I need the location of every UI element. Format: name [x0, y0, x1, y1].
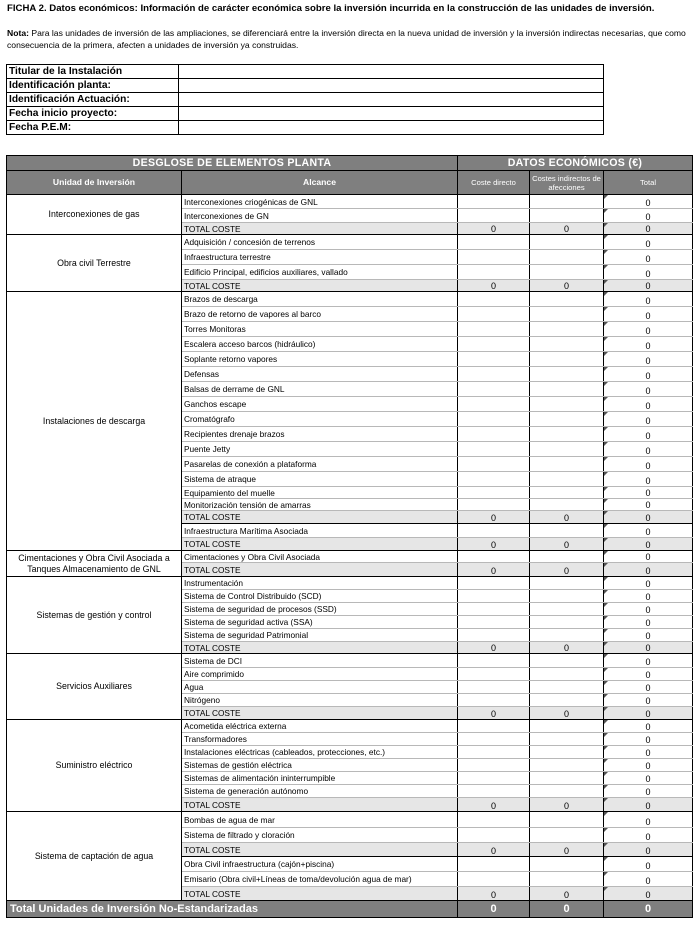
total-cell: 0: [604, 733, 693, 746]
costes-indirectos-cell[interactable]: [530, 629, 604, 642]
coste-directo-cell[interactable]: [458, 772, 530, 785]
total-cell: 0: [604, 412, 693, 427]
total-cell: 0: [604, 654, 693, 668]
investment-unit-label: Suministro eléctrico: [7, 720, 182, 812]
coste-directo-cell[interactable]: [458, 828, 530, 843]
coste-directo-cell: 0: [458, 798, 530, 812]
coste-directo-cell[interactable]: [458, 412, 530, 427]
investment-unit-label: Instalaciones de descarga: [7, 292, 182, 551]
coste-directo-cell[interactable]: [458, 352, 530, 367]
alcance-cell: TOTAL COSTE: [182, 223, 458, 235]
col-header-costes-indirectos: Costes indirectos de afecciones: [530, 171, 604, 195]
costes-indirectos-cell[interactable]: [530, 590, 604, 603]
coste-directo-cell: 0: [458, 511, 530, 524]
info-row: [7, 107, 604, 121]
total-cell: 0: [604, 524, 693, 538]
costes-indirectos-cell[interactable]: [530, 828, 604, 843]
header-desglose: DESGLOSE DE ELEMENTOS PLANTA: [7, 156, 458, 171]
alcance-cell: TOTAL COSTE: [182, 511, 458, 524]
alcance-cell: Edificio Principal, edificios auxiliares, vallado: [182, 265, 458, 280]
coste-directo-cell[interactable]: [458, 759, 530, 772]
form-title-word: Datos económicos:: [49, 3, 138, 14]
coste-directo-cell[interactable]: [458, 590, 530, 603]
alcance-cell: Defensas: [182, 367, 458, 382]
coste-directo-cell[interactable]: [458, 457, 530, 472]
coste-directo-cell[interactable]: [458, 487, 530, 499]
costes-indirectos-cell[interactable]: [530, 654, 604, 668]
coste-directo-cell[interactable]: [458, 681, 530, 694]
investment-unit-label: Sistema de captación de agua: [7, 812, 182, 901]
investment-unit-label: Sistemas de gestión y control: [7, 577, 182, 654]
total-cell: 0: [604, 195, 693, 209]
grand-total-indirecto: 0: [530, 901, 604, 918]
coste-directo-cell: 0: [458, 223, 530, 235]
costes-indirectos-cell: 0: [530, 887, 604, 901]
costes-indirectos-cell[interactable]: [530, 577, 604, 590]
grand-total-label: Total Unidades de Inversión No-Estandarizadas: [7, 901, 458, 918]
alcance-cell: Sistemas de gestión eléctrica: [182, 759, 458, 772]
coste-directo-cell[interactable]: [458, 235, 530, 250]
table-row: [7, 235, 693, 250]
total-cell: 0: [604, 292, 693, 307]
info-label: Titular de la Instalación: [7, 65, 179, 79]
coste-directo-cell[interactable]: [458, 307, 530, 322]
alcance-cell: Nitrógeno: [182, 694, 458, 707]
coste-directo-cell[interactable]: [458, 397, 530, 412]
info-row: [7, 65, 604, 79]
alcance-cell: Ganchos escape: [182, 397, 458, 412]
alcance-cell: TOTAL COSTE: [182, 563, 458, 577]
table-row: [7, 654, 693, 668]
total-cell: 0: [604, 427, 693, 442]
col-header-total: Total: [604, 171, 693, 195]
total-cell: 0: [604, 367, 693, 382]
alcance-cell: Soplante retorno vapores: [182, 352, 458, 367]
costes-indirectos-cell[interactable]: [530, 720, 604, 733]
costes-indirectos-cell: 0: [530, 511, 604, 524]
total-cell: 0: [604, 322, 693, 337]
table-row: [7, 551, 693, 563]
total-cell: 0: [604, 472, 693, 487]
costes-indirectos-cell[interactable]: [530, 524, 604, 538]
costes-indirectos-cell[interactable]: [530, 265, 604, 280]
coste-directo-cell[interactable]: [458, 551, 530, 563]
total-cell: 0: [604, 668, 693, 681]
coste-directo-cell[interactable]: [458, 524, 530, 538]
total-cell: 0: [604, 442, 693, 457]
total-cell: 0: [604, 382, 693, 397]
alcance-cell: Sistema de seguridad de procesos (SSD): [182, 603, 458, 616]
total-cell: 0: [604, 887, 693, 901]
info-label: Identificación planta:: [7, 79, 179, 93]
total-cell: 0: [604, 397, 693, 412]
costes-indirectos-cell[interactable]: [530, 209, 604, 223]
coste-directo-cell[interactable]: [458, 209, 530, 223]
costes-indirectos-cell[interactable]: [530, 616, 604, 629]
coste-directo-cell[interactable]: [458, 812, 530, 828]
note-paragraph: [7, 27, 697, 51]
coste-directo-cell[interactable]: [458, 337, 530, 352]
total-cell: 0: [604, 872, 693, 887]
total-cell: 0: [604, 563, 693, 577]
alcance-cell: Torres Monitoras: [182, 322, 458, 337]
alcance-cell: TOTAL COSTE: [182, 707, 458, 720]
alcance-cell: Infraestructura terrestre: [182, 250, 458, 265]
info-value-field[interactable]: [179, 107, 604, 121]
costes-indirectos-cell[interactable]: [530, 759, 604, 772]
costes-indirectos-cell[interactable]: [530, 694, 604, 707]
coste-directo-cell: 0: [458, 563, 530, 577]
alcance-cell: Sistema de generación autónomo: [182, 785, 458, 798]
costes-indirectos-cell[interactable]: [530, 668, 604, 681]
installation-info-table: [6, 64, 604, 135]
total-cell: 0: [604, 250, 693, 265]
grand-total-directo: 0: [458, 901, 530, 918]
alcance-cell: TOTAL COSTE: [182, 280, 458, 292]
form-title-prefix: FICHA 2.: [7, 3, 47, 14]
costes-indirectos-cell[interactable]: [530, 307, 604, 322]
costes-indirectos-cell[interactable]: [530, 382, 604, 397]
total-cell: 0: [604, 499, 693, 511]
alcance-cell: Instalaciones eléctricas (cableados, protecciones, etc.): [182, 746, 458, 759]
coste-directo-cell[interactable]: [458, 292, 530, 307]
investment-unit-label: Interconexiones de gas: [7, 195, 182, 235]
costes-indirectos-cell[interactable]: [530, 292, 604, 307]
coste-directo-cell[interactable]: [458, 872, 530, 887]
coste-directo-cell[interactable]: [458, 694, 530, 707]
coste-directo-cell: 0: [458, 843, 530, 857]
alcance-cell: Transformadores: [182, 733, 458, 746]
coste-directo-cell[interactable]: [458, 499, 530, 511]
costes-indirectos-cell[interactable]: [530, 397, 604, 412]
alcance-cell: Aire comprimido: [182, 668, 458, 681]
costes-indirectos-cell: 0: [530, 563, 604, 577]
costes-indirectos-cell: 0: [530, 223, 604, 235]
total-cell: 0: [604, 720, 693, 733]
coste-directo-cell[interactable]: [458, 603, 530, 616]
costes-indirectos-cell[interactable]: [530, 487, 604, 499]
form-title: [7, 3, 697, 15]
coste-directo-cell[interactable]: [458, 857, 530, 872]
coste-directo-cell[interactable]: [458, 577, 530, 590]
table-row: [7, 292, 693, 307]
info-row: [7, 121, 604, 135]
total-cell: 0: [604, 457, 693, 472]
alcance-cell: TOTAL COSTE: [182, 538, 458, 551]
alcance-cell: Interconexiones de GN: [182, 209, 458, 223]
costes-indirectos-cell: 0: [530, 642, 604, 654]
col-header-unidad: Unidad de Inversión: [7, 171, 182, 195]
coste-directo-cell[interactable]: [458, 616, 530, 629]
total-cell: 0: [604, 265, 693, 280]
alcance-cell: Acometida eléctrica externa: [182, 720, 458, 733]
alcance-cell: Escalera acceso barcos (hidráulico): [182, 337, 458, 352]
costes-indirectos-cell[interactable]: [530, 772, 604, 785]
coste-directo-cell[interactable]: [458, 668, 530, 681]
total-cell: 0: [604, 603, 693, 616]
table-row: [7, 195, 693, 209]
coste-directo-cell[interactable]: [458, 785, 530, 798]
total-cell: 0: [604, 707, 693, 720]
costes-indirectos-cell[interactable]: [530, 857, 604, 872]
costes-indirectos-cell[interactable]: [530, 603, 604, 616]
costes-indirectos-cell: 0: [530, 538, 604, 551]
costes-indirectos-cell[interactable]: [530, 322, 604, 337]
total-cell: 0: [604, 590, 693, 603]
info-value-field[interactable]: [179, 121, 604, 135]
total-cell: 0: [604, 681, 693, 694]
alcance-cell: Adquisición / concesión de terrenos: [182, 235, 458, 250]
coste-directo-cell[interactable]: [458, 195, 530, 209]
col-header-coste-directo: Coste directo: [458, 171, 530, 195]
costes-indirectos-cell[interactable]: [530, 427, 604, 442]
total-cell: 0: [604, 280, 693, 292]
alcance-cell: Sistemas de alimentación ininterrumpible: [182, 772, 458, 785]
table-row: [7, 812, 693, 828]
alcance-cell: Sistema de atraque: [182, 472, 458, 487]
costes-indirectos-cell[interactable]: [530, 746, 604, 759]
total-cell: 0: [604, 629, 693, 642]
alcance-cell: Sistema de seguridad activa (SSA): [182, 616, 458, 629]
coste-directo-cell[interactable]: [458, 733, 530, 746]
total-cell: 0: [604, 511, 693, 524]
total-cell: 0: [604, 235, 693, 250]
coste-directo-cell[interactable]: [458, 250, 530, 265]
info-value-field[interactable]: [179, 65, 604, 79]
table-row: [7, 577, 693, 590]
total-cell: 0: [604, 577, 693, 590]
costes-indirectos-cell: 0: [530, 707, 604, 720]
alcance-cell: Cimentaciones y Obra Civil Asociada: [182, 551, 458, 563]
col-header-alcance: Alcance: [182, 171, 458, 195]
alcance-cell: Sistema de seguridad Patrimonial: [182, 629, 458, 642]
grand-total-row: [7, 901, 693, 918]
alcance-cell: Instrumentación: [182, 577, 458, 590]
info-label: Fecha P.E.M:: [7, 121, 179, 135]
costes-indirectos-cell[interactable]: [530, 733, 604, 746]
costes-indirectos-cell[interactable]: [530, 681, 604, 694]
coste-directo-cell[interactable]: [458, 629, 530, 642]
alcance-cell: Sistema de DCI: [182, 654, 458, 668]
costes-indirectos-cell[interactable]: [530, 352, 604, 367]
grand-total-total: 0: [604, 901, 693, 918]
alcance-cell: Cromatógrafo: [182, 412, 458, 427]
total-cell: 0: [604, 209, 693, 223]
costes-indirectos-cell[interactable]: [530, 367, 604, 382]
coste-directo-cell[interactable]: [458, 265, 530, 280]
coste-directo-cell: 0: [458, 642, 530, 654]
total-cell: 0: [604, 487, 693, 499]
total-cell: 0: [604, 642, 693, 654]
total-cell: 0: [604, 785, 693, 798]
costes-indirectos-cell: 0: [530, 280, 604, 292]
costes-indirectos-cell[interactable]: [530, 872, 604, 887]
alcance-cell: Obra Civil infraestructura (cajón+piscina): [182, 857, 458, 872]
total-cell: 0: [604, 337, 693, 352]
coste-directo-cell[interactable]: [458, 720, 530, 733]
alcance-cell: TOTAL COSTE: [182, 887, 458, 901]
info-value-field[interactable]: [179, 93, 604, 107]
alcance-cell: TOTAL COSTE: [182, 798, 458, 812]
alcance-cell: TOTAL COSTE: [182, 642, 458, 654]
alcance-cell: Bombas de agua de mar: [182, 812, 458, 828]
alcance-cell: Emisario (Obra civil+Líneas de toma/devolución agua de mar): [182, 872, 458, 887]
coste-directo-cell: 0: [458, 538, 530, 551]
alcance-cell: Sistema de filtrado y cloración: [182, 828, 458, 843]
investment-unit-label: Servicios Auxiliares: [7, 654, 182, 720]
coste-directo-cell: 0: [458, 280, 530, 292]
alcance-cell: Sistema de Control Distribuido (SCD): [182, 590, 458, 603]
alcance-cell: TOTAL COSTE: [182, 843, 458, 857]
costes-indirectos-cell[interactable]: [530, 442, 604, 457]
coste-directo-cell: 0: [458, 887, 530, 901]
coste-directo-cell[interactable]: [458, 746, 530, 759]
total-cell: 0: [604, 772, 693, 785]
total-cell: 0: [604, 843, 693, 857]
total-cell: 0: [604, 223, 693, 235]
coste-directo-cell[interactable]: [458, 654, 530, 668]
costes-indirectos-cell[interactable]: [530, 457, 604, 472]
total-cell: 0: [604, 798, 693, 812]
costes-indirectos-cell[interactable]: [530, 235, 604, 250]
total-cell: 0: [604, 538, 693, 551]
info-row: [7, 93, 604, 107]
coste-directo-cell[interactable]: [458, 427, 530, 442]
table-row: [7, 720, 693, 733]
economic-data-table: [6, 155, 693, 918]
alcance-cell: Balsas de derrame de GNL: [182, 382, 458, 397]
total-cell: 0: [604, 616, 693, 629]
alcance-cell: Brazos de descarga: [182, 292, 458, 307]
info-label: Identificación Actuación:: [7, 93, 179, 107]
costes-indirectos-cell[interactable]: [530, 412, 604, 427]
info-value-field[interactable]: [179, 79, 604, 93]
alcance-cell: Equipamiento del muelle: [182, 487, 458, 499]
costes-indirectos-cell[interactable]: [530, 337, 604, 352]
alcance-cell: Pasarelas de conexión a plataforma: [182, 457, 458, 472]
coste-directo-cell[interactable]: [458, 442, 530, 457]
alcance-cell: Monitorización tensión de amarras: [182, 499, 458, 511]
costes-indirectos-cell: 0: [530, 843, 604, 857]
investment-unit-label: Obra civil Terrestre: [7, 235, 182, 292]
info-row: [7, 79, 604, 93]
costes-indirectos-cell[interactable]: [530, 195, 604, 209]
total-cell: 0: [604, 746, 693, 759]
alcance-cell: Interconexiones criogénicas de GNL: [182, 195, 458, 209]
info-label: Fecha inicio proyecto:: [7, 107, 179, 121]
note-text: Para las unidades de inversión de las ampliaciones, se diferenciará entre la inversión directa en la nueva unidad de inversión y la inversión indirectas necesarias, que como consecuencia de la primera, afecten a unidades de inversión ya construidas.: [7, 28, 686, 50]
form-title-text: Información de carácter económica sobre la inversión incurrida en la construcción de las unidades de inversión.: [137, 3, 655, 14]
costes-indirectos-cell[interactable]: [530, 812, 604, 828]
costes-indirectos-cell[interactable]: [530, 785, 604, 798]
total-cell: 0: [604, 857, 693, 872]
alcance-cell: Recipientes drenaje brazos: [182, 427, 458, 442]
header-datos-economicos: DATOS ECONÓMICOS (€): [458, 156, 693, 171]
note-label: Nota:: [7, 28, 29, 38]
total-cell: 0: [604, 759, 693, 772]
alcance-cell: Brazo de retorno de vapores al barco: [182, 307, 458, 322]
total-cell: 0: [604, 812, 693, 828]
total-cell: 0: [604, 352, 693, 367]
coste-directo-cell[interactable]: [458, 322, 530, 337]
coste-directo-cell[interactable]: [458, 367, 530, 382]
coste-directo-cell[interactable]: [458, 472, 530, 487]
coste-directo-cell[interactable]: [458, 382, 530, 397]
costes-indirectos-cell[interactable]: [530, 499, 604, 511]
coste-directo-cell: 0: [458, 707, 530, 720]
investment-unit-label: Cimentaciones y Obra Civil Asociada a Tanques Almacenamiento de GNL: [7, 551, 182, 577]
costes-indirectos-cell: 0: [530, 798, 604, 812]
costes-indirectos-cell[interactable]: [530, 472, 604, 487]
total-cell: 0: [604, 307, 693, 322]
total-cell: 0: [604, 828, 693, 843]
alcance-cell: Puente Jetty: [182, 442, 458, 457]
costes-indirectos-cell[interactable]: [530, 250, 604, 265]
total-cell: 0: [604, 694, 693, 707]
alcance-cell: Infraestructura Marítima Asociada: [182, 524, 458, 538]
costes-indirectos-cell[interactable]: [530, 551, 604, 563]
alcance-cell: Agua: [182, 681, 458, 694]
total-cell: 0: [604, 551, 693, 563]
